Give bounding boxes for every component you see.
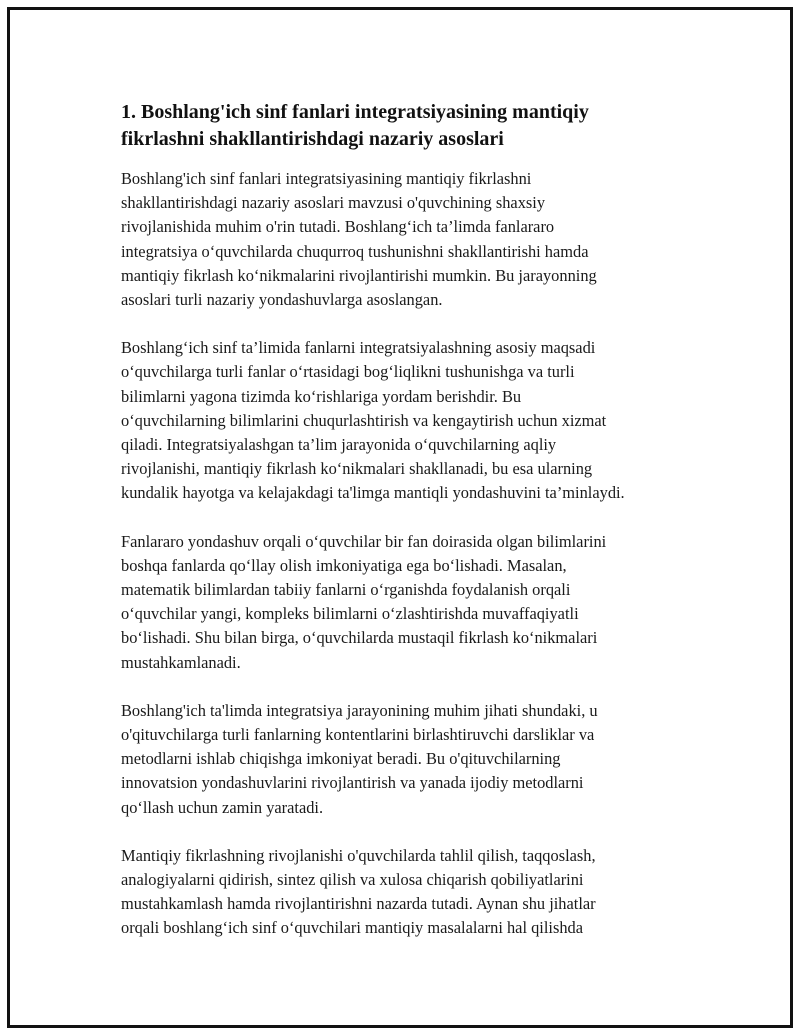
title-line: 1. Boshlang'ich sinf fanlari integratsiyasining mantiqiy <box>121 101 589 123</box>
paragraph-3 <box>121 530 681 675</box>
text-line: orqali boshlang‘ich sinf o‘quvchilari mantiqiy masalalarni hal qilishda <box>121 918 584 938</box>
text-line: asoslari turli nazariy yondashuvlarga asoslangan. <box>121 290 443 310</box>
text-line: o‘quvchilar yangi, kompleks bilimlarni o‘zlashtirishda muvaffaqiyatli <box>121 604 579 624</box>
text-line: boshqa fanlarda qo‘llay olish imkoniyatiga ega bo‘lishadi. Masalan, <box>121 555 567 575</box>
text-line: matematik bilimlardan tabiiy fanlarni o‘rganishda foydalanish orqali <box>121 580 571 600</box>
text-line: Boshlang'ich sinf fanlari integratsiyasining mantiqiy fikrlashni <box>121 169 532 188</box>
text-line: integratsiya o‘quvchilarda chuqurroq tushunishni shakllantirishi hamda <box>121 241 589 261</box>
text-line: Boshlang'ich ta'limda integratsiya jarayonining muhim jihati shundaki, u <box>121 700 598 720</box>
text-line: analogiyalarni qidirish, sintez qilish va xulosa chiqarish qobiliyatlarini <box>121 870 584 890</box>
text-line: o‘quvchilarga turli fanlar o‘rtasidagi bog‘liqlikni tushunishga va turli <box>121 362 575 382</box>
text-line: Fanlararo yondashuv orqali o‘quvchilar bir fan doirasida olgan bilimlarini <box>121 531 607 551</box>
text-line: metodlarni ishlab chiqishga imkoniyat beradi. Bu o'qituvchilarning <box>121 749 561 769</box>
paragraph-5 <box>121 844 681 941</box>
section-title <box>121 99 681 153</box>
document-body <box>121 99 681 965</box>
paragraph-2 <box>121 336 681 505</box>
title-line: fikrlashni shakllantirishdagi nazariy asoslari <box>121 128 504 150</box>
text-line: mustahkamlanadi. <box>121 652 241 672</box>
text-line: o'qituvchilarga turli fanlarning kontentlarini birlashtiruvchi darsliklar va <box>121 725 595 745</box>
text-line: kundalik hayotga va kelajakdagi ta'limga mantiqli yondashuvini ta’minlaydi. <box>121 483 625 503</box>
text-line: o‘quvchilarning bilimlarini chuqurlashtirish va kengaytirish uchun xizmat <box>121 410 607 430</box>
text-line: qiladi. Integratsiyalashgan ta’lim jarayonida o‘quvchilarning aqliy <box>121 435 557 455</box>
text-line: innovatsion yondashuvlarini rivojlantirish va yanada ijodiy metodlarni <box>121 773 584 793</box>
text-line: shakllantirishdagi nazariy asoslari mavzusi o'quvchining shaxsiy <box>121 193 546 213</box>
text-line: bilimlarni yagona tizimda ko‘rishlariga yordam berishdir. Bu <box>121 386 522 406</box>
text-line: qo‘llash uchun zamin yaratadi. <box>121 797 324 817</box>
text-line: Boshlang‘ich sinf ta’limida fanlarni integratsiyalashning asosiy maqsadi <box>121 338 596 358</box>
page-frame <box>7 7 793 1028</box>
paragraph-4 <box>121 699 681 820</box>
paragraph-1 <box>121 167 681 312</box>
text-line: Mantiqiy fikrlashning rivojlanishi o'quvchilarda tahlil qilish, taqqoslash, <box>121 845 596 865</box>
text-line: bo‘lishadi. Shu bilan birga, o‘quvchilarda mustaqil fikrlash ko‘nikmalari <box>121 628 598 648</box>
text-line: mantiqiy fikrlash ko‘nikmalarini rivojlantirishi mumkin. Bu jarayonning <box>121 265 597 285</box>
text-line: rivojlanishida muhim o'rin tutadi. Boshlang‘ich ta’limda fanlararo <box>121 217 555 237</box>
text-line: rivojlanishi, mantiqiy fikrlash ko‘nikmalari shakllanadi, bu esa ularning <box>121 459 593 479</box>
text-line: mustahkamlash hamda rivojlantirishni nazarda tutadi. Aynan shu jihatlar <box>121 894 596 914</box>
